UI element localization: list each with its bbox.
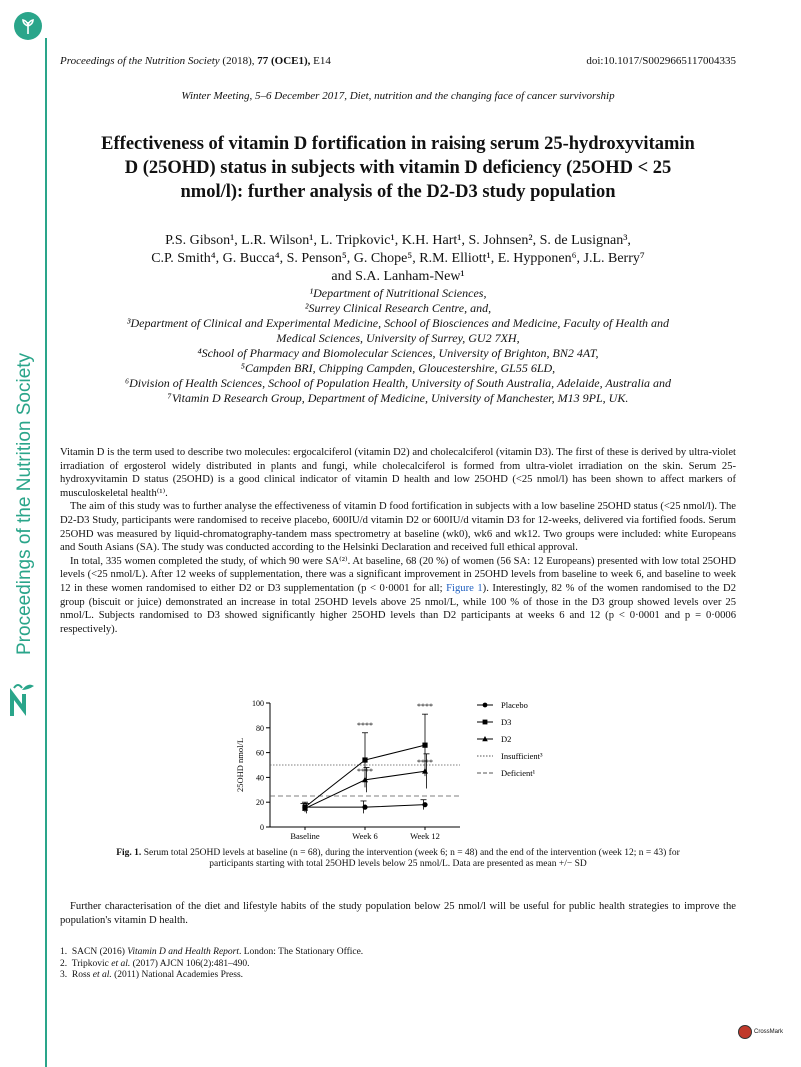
y-tick-label: 0	[260, 823, 264, 832]
affiliation: ⁷Vitamin D Research Group, Department of Medicine, University of Manchester, M13 9PL, UK.	[167, 391, 629, 405]
legend-label: Deficient¹	[501, 768, 536, 778]
doi[interactable]: doi:10.1017/S0029665117004335	[586, 55, 736, 67]
significance-label: ****	[357, 720, 373, 730]
reference-item: 3. Ross et al. (2011) National Academies Press.	[60, 970, 244, 980]
legend-label: D2	[501, 734, 512, 744]
sidebar-rule	[45, 38, 47, 1067]
reference-item: 2. Tripkovic et al. (2017) AJCN 106(2):481–490.	[60, 958, 250, 969]
data-point	[362, 757, 367, 762]
meeting-line: Winter Meeting, 5–6 December 2017, Diet, nutrition and the changing face of cancer survivorship	[181, 90, 615, 102]
citation-journal: Proceedings of the Nutrition Society	[60, 55, 220, 67]
figure-1-chart	[225, 695, 565, 845]
significance-label: ****	[417, 758, 433, 768]
affiliation: ³Department of Clinical and Experimental Medicine, School of Biosciences and Medicine, Faculty of Health and	[126, 316, 670, 330]
journal-vertical-title	[0, 0, 40, 660]
x-tick-label: Baseline	[290, 831, 320, 841]
figure-caption	[60, 848, 736, 870]
y-tick-label: 60	[256, 748, 264, 758]
article-title	[60, 132, 736, 204]
references	[60, 947, 736, 982]
paragraph-text: ). Interestingly, 82 % of the women randomised to the D2 group (biscuit or juice) demonstrated an increase in total 25OHD levels above 25 nmol/L, while 100 % of those in the D3 group showed levels over 25 nmol/L. Subjects randomised to D3 showed significantly higher 25OHD levels than D2 participants at weeks 6 and 12 (p < 0·0001 and p = 0·0006 respectively).	[60, 582, 736, 635]
author-line: C.P. Smith⁴, G. Bucca⁴, S. Penson⁵, G. Chope⁵, R.M. Elliott¹, E. Hypponen⁶, J.L. Berry⁷	[151, 251, 645, 266]
paragraph: Vitamin D is the term used to describe two molecules: ergocalciferol (vitamin D2) and cholecalciferol (vitamin D3). The first of these is derived by ultra-violet irradiation of ergosterol widely distributed in plants and fungi, while cholecalciferol is formed from ultra-violet irradiation on the skin. Serum 25-hydroxyvitamin D status (25OHD) is a good clinical indicator of vitamin D health and low 25OHD (<25 nmol/l) has been shown to affect markers of musculoskeletal health⁽¹⁾.	[60, 447, 736, 499]
affiliation: ⁵Campden BRI, Chipping Campden, Gloucestershire, GL55 6LD,	[240, 361, 556, 375]
significance-label: ****	[357, 766, 373, 776]
x-tick-label: Week 6	[352, 831, 378, 841]
author-line: and S.A. Lanham-New¹	[331, 269, 465, 284]
data-point	[422, 802, 427, 807]
affiliations	[60, 286, 736, 406]
legend-label: Insufficient³	[501, 751, 543, 761]
x-tick-label: Week 12	[410, 831, 440, 841]
y-tick-label: 100	[252, 699, 264, 708]
author-list	[60, 232, 736, 286]
title-line: D (25OHD) status in subjects with vitamin D deficiency (25OHD < 25	[124, 158, 672, 178]
author-line: P.S. Gibson¹, L.R. Wilson¹, L. Tripkovic¹, K.H. Hart¹, S. Johnsen², S. de Lusignan³,	[165, 233, 631, 248]
abstract-body	[60, 446, 736, 636]
legend-marker	[483, 703, 488, 708]
figure-link[interactable]: Figure 1	[446, 582, 483, 594]
affiliation: ⁴School of Pharmacy and Biomolecular Sciences, University of Brighton, BN2 4AT,	[197, 346, 599, 360]
paragraph	[60, 555, 736, 637]
paragraph-text: In total, 335 women completed the study, of which 90 were SA⁽²⁾. At baseline, 68 (20 %) of women (56 SA: 12 Europeans) presented with low total 25OHD levels (<25 nmol/L). After 12 weeks of supplementation, there was a significant improvement in 25OHD levels from baseline to week 6, and baseline to week 12 in these women randomised to either D2 or D3 supplementation (p < 0·0001 for all;	[60, 555, 736, 594]
caption-text: participants starting with total 25OHD levels below 25 nmol/L. Data are presented as mean +/− SD	[209, 859, 587, 869]
legend-marker	[483, 720, 488, 725]
legend-label: D3	[501, 717, 512, 727]
affiliation: ²Surrey Clinical Research Centre, and,	[304, 301, 492, 315]
paragraph: Further characterisation of the diet and lifestyle habits of the study population below 25 nmol/l will be useful for public health strategies to improve the population's vitamin D health.	[60, 901, 736, 926]
data-point	[422, 743, 427, 748]
reference-item: 1. SACN (2016) Vitamin D and Health Report. London: The Stationary Office.	[60, 947, 364, 957]
y-tick-label: 20	[256, 798, 264, 808]
affiliation: ¹Department of Nutritional Sciences,	[309, 286, 487, 300]
affiliation: ⁶Division of Health Sciences, School of Population Health, University of South Australia, Adelaide, Australia and	[124, 376, 672, 390]
crossmark-icon	[738, 1025, 752, 1039]
ns-logo-icon	[8, 680, 38, 720]
y-tick-label: 40	[256, 773, 264, 783]
citation-year: (2018),	[222, 55, 255, 67]
title-line: Effectiveness of vitamin D fortification in raising serum 25-hydroxyvitamin	[101, 134, 695, 154]
journal-vertical-title-text: Proceedings of the Nutrition Society	[14, 352, 35, 655]
legend-label: Placebo	[501, 700, 528, 710]
paragraph: The aim of this study was to further analyse the effectiveness of vitamin D food fortification in subjects with a low baseline 25OHD status (<25 nmol/l). The D2-D3 Study, participants were randomised to receive placebo, 600IU/d vitamin D2 or 600IU/d vitamin D3 for 12-weeks, delivered via fortified foods. Serum 25OHD was measured by liquid-chromatography-tandem mass spectrometry at baseline (wk0), wk6 and wk12. Two groups were included: white Europeans and South Asians (SA). The study was conducted according to the Helsinki Declaration and received full ethical approval.	[60, 501, 736, 554]
citation	[60, 55, 331, 67]
citation-volume: 77 (OCE1),	[257, 55, 311, 67]
y-axis-label: 25OHD nmol/L	[235, 737, 245, 793]
citation-page: E14	[313, 55, 331, 67]
caption-label: Fig. 1.	[116, 848, 142, 858]
data-point	[362, 805, 367, 810]
significance-label: ****	[417, 702, 433, 712]
affiliation: Medical Sciences, University of Surrey, GU2 7XH,	[276, 331, 520, 345]
crossmark-label: CrossMark	[753, 1029, 783, 1035]
data-point	[422, 768, 428, 774]
crossmark-badge[interactable]	[738, 1025, 783, 1039]
y-tick-label: 80	[256, 723, 264, 733]
title-line: nmol/l): further analysis of the D2-D3 study population	[180, 182, 616, 202]
caption-text: Serum total 25OHD levels at baseline (n = 68), during the intervention (week 6; n = 48) and the end of the intervention (week 12; n = 43) for	[143, 848, 680, 858]
